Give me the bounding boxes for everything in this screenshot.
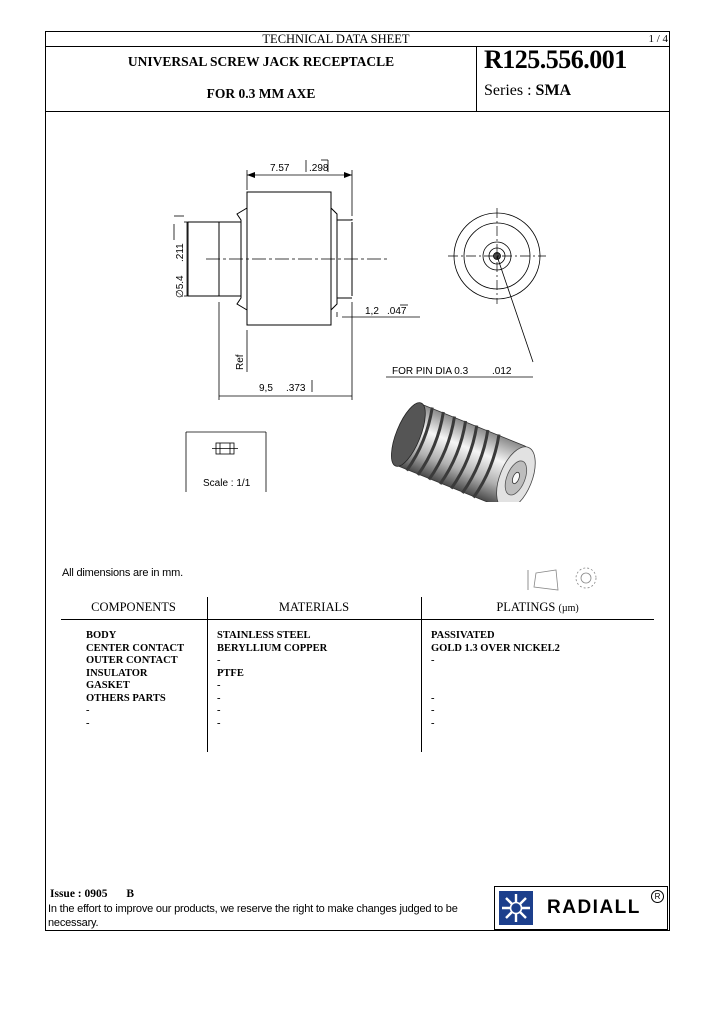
table-cell: OUTER CONTACT <box>86 655 178 666</box>
series-line <box>484 82 571 100</box>
table-cell: PTFE <box>217 667 244 679</box>
product-title-line1: UNIVERSAL SCREW JACK RECEPTACLE <box>127 54 395 69</box>
disclaimer <box>48 902 488 930</box>
issue-line <box>50 888 134 900</box>
col-header-platings <box>421 600 654 615</box>
table-cell: - <box>431 692 435 704</box>
disclaimer-line2: necessary. <box>48 917 99 929</box>
table-cell: - <box>217 655 221 666</box>
sheet-title: TECHNICAL DATA SHEET <box>262 32 410 46</box>
dim-offset-inch: .047 <box>387 306 407 317</box>
col-header-platings-label: PLATINGS <box>496 600 556 614</box>
table-header-underline <box>61 619 654 620</box>
table-cell: STAINLESS STEEL <box>217 630 311 641</box>
radiall-brand-name: RADIALL <box>547 897 641 918</box>
table-column-divider-1 <box>207 597 208 752</box>
col-header-platings-unit: (µm) <box>558 603 579 614</box>
table-column-divider-2 <box>421 597 422 752</box>
side-view <box>188 192 352 325</box>
header-vertical-divider <box>476 46 477 112</box>
series-label: Series : <box>484 82 536 99</box>
table-cell: GASKET <box>86 680 130 691</box>
table-cell: - <box>431 705 435 716</box>
table-cell: - <box>217 692 221 704</box>
table-cell: - <box>86 705 90 716</box>
table-cell: INSULATOR <box>86 667 148 679</box>
table-cell: PASSIVATED <box>431 630 495 641</box>
dim-diameter-inch: .211 <box>175 243 186 262</box>
part-number: R125.556.001 <box>484 45 627 74</box>
issue-label: Issue : 0905 <box>50 888 108 900</box>
col-header-components: COMPONENTS <box>91 600 176 614</box>
dim-diameter: ∅5.4 <box>175 275 186 298</box>
registered-letter: R <box>654 892 661 901</box>
dimensions-note: All dimensions are in mm. <box>62 567 183 579</box>
pin-leader-line <box>497 256 533 362</box>
radiall-logo-box <box>494 886 668 930</box>
table-cell <box>431 668 560 681</box>
table-cell: BERYLLIUM COPPER <box>217 642 328 654</box>
disclaimer-line1: In the effort to improve our products, we reserve the right to make changes judged to be <box>48 903 458 915</box>
page-number: 1 / 4 <box>648 33 668 45</box>
dim-total-inch: .373 <box>286 383 306 394</box>
series-value: SMA <box>535 82 572 99</box>
dim-ref: Ref <box>235 354 246 370</box>
col-header-materials: MATERIALS <box>278 600 350 614</box>
technical-drawing <box>46 112 669 502</box>
arrow-mark <box>344 172 352 178</box>
table-cell: - <box>431 655 435 666</box>
dim-length-top-inch: .298 <box>309 163 329 174</box>
registered-mark <box>651 890 664 903</box>
arrow-mark <box>247 172 255 178</box>
table-cell <box>431 680 560 693</box>
projection-symbol <box>526 566 606 594</box>
issue-revision: B <box>126 888 135 900</box>
radiall-logo-mark <box>499 891 533 925</box>
table-cell: OTHERS PARTS <box>86 692 166 704</box>
platings-list <box>431 630 560 730</box>
data-sheet-frame <box>45 31 670 931</box>
table-cell: BODY <box>86 630 117 641</box>
pin-note: FOR PIN DIA 0.3 <box>392 366 469 377</box>
table-cell: - <box>217 705 221 716</box>
connector-3d-render <box>385 399 544 502</box>
table-cell: - <box>217 680 221 691</box>
components-list <box>86 630 184 730</box>
table-cell: - <box>431 717 435 729</box>
table-cell: - <box>86 717 90 729</box>
materials-list <box>217 630 327 730</box>
scale-label: Scale : 1/1 <box>203 478 251 489</box>
dim-total: 9,5 <box>259 383 273 394</box>
dim-offset: 1,2 <box>365 306 379 317</box>
dim-length-top: 7.57 <box>270 163 290 174</box>
dim-top-lines <box>247 160 352 216</box>
table-cell: CENTER CONTACT <box>86 642 185 654</box>
pin-note-inch: .012 <box>492 366 512 377</box>
table-cell: - <box>217 717 221 729</box>
product-title-line2: FOR 0.3 MM AXE <box>206 86 316 101</box>
table-cell: GOLD 1.3 OVER NICKEL2 <box>431 642 560 654</box>
